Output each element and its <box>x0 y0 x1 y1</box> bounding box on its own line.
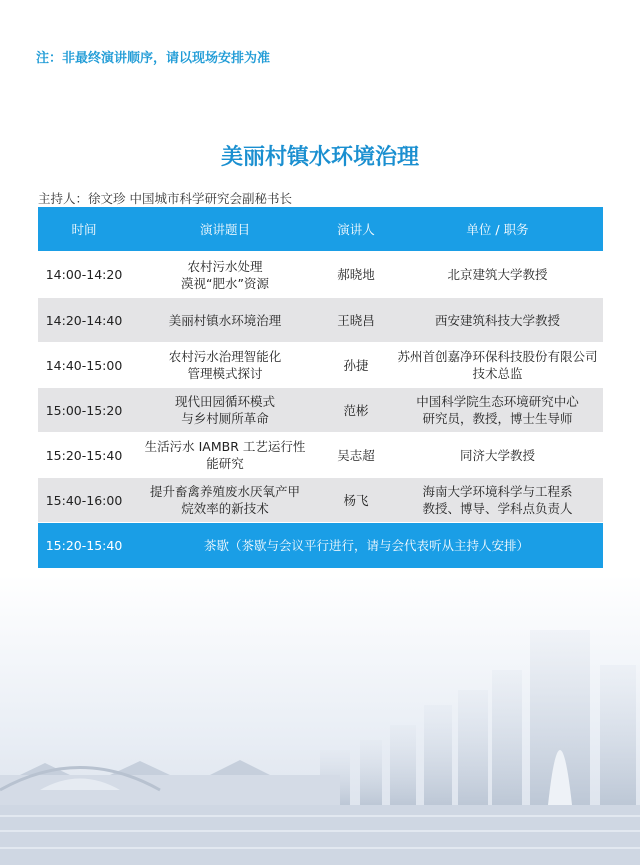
topic-line: 能研究 <box>206 456 244 471</box>
row-topic <box>130 348 320 382</box>
row-topic <box>130 438 320 472</box>
topic-line: 管理模式探讨 <box>187 366 263 381</box>
row-speaker: 范彬 <box>343 402 369 418</box>
row-speaker: 郝晓地 <box>337 267 375 282</box>
tea-break-row <box>38 523 603 569</box>
row-time: 14:40-15:00 <box>45 357 123 373</box>
row-time: 15:40-16:00 <box>45 492 123 508</box>
table-row <box>38 388 603 433</box>
org-line: 研究员，教授，博士生导师 <box>422 411 573 426</box>
city-skyline-illustration <box>0 575 640 865</box>
row-organization <box>392 393 603 427</box>
org-line: 教授、博导、学科点负责人 <box>422 501 573 516</box>
table-row <box>38 298 603 343</box>
table-row <box>38 343 603 388</box>
topic-line: 与乡村厕所革命 <box>181 411 269 426</box>
org-line: 同济大学教授 <box>459 447 535 463</box>
topic-line: 美丽村镇水环境治理 <box>168 312 282 328</box>
row-speaker: 孙捷 <box>343 357 369 373</box>
row-speaker: 王晓昌 <box>337 312 375 328</box>
row-topic <box>130 483 320 517</box>
org-line: 苏州首创嘉净环保科技股份有限公司 <box>397 349 598 364</box>
topic-line: 生活污水 IAMBR 工艺运行性 <box>144 439 306 454</box>
table-header <box>38 207 603 252</box>
org-line: 中国科学院生态环境研究中心 <box>416 394 579 409</box>
row-time: 14:20-14:40 <box>45 312 123 328</box>
table-row <box>38 478 603 523</box>
session-title: 美丽村镇水环境治理 <box>220 145 419 170</box>
org-line: 海南大学环境科学与工程系 <box>422 484 573 499</box>
row-organization <box>392 348 603 382</box>
row-topic <box>130 312 320 329</box>
header-time: 时间 <box>71 221 97 237</box>
tea-break-text: 茶歇（茶歇与会议平行进行，请与会代表听从主持人安排） <box>203 538 529 553</box>
row-organization <box>392 266 603 283</box>
org-line: 北京建筑大学教授 <box>447 267 548 282</box>
table-row <box>38 433 603 478</box>
session-host: 主持人：徐文珍 中国城市科学研究会副秘书长 <box>38 191 292 206</box>
topic-line: 农村污水治理智能化 <box>168 349 282 364</box>
row-time: 15:20-15:40 <box>45 447 123 463</box>
row-time: 14:00-14:20 <box>45 267 123 282</box>
org-line: 技术总监 <box>472 366 523 381</box>
row-speaker: 吴志超 <box>337 447 375 463</box>
tea-break-time: 15:20-15:40 <box>45 538 123 553</box>
topic-line: 漠视“肥水”资源 <box>181 275 269 291</box>
row-organization <box>392 447 603 464</box>
header-topic: 演讲题目 <box>199 221 250 237</box>
header-speaker: 演讲人 <box>337 221 375 237</box>
topic-line: 现代田园循环模式 <box>174 394 275 409</box>
topic-line: 烷效率的新技术 <box>181 501 269 516</box>
topic-line: 农村污水处理 <box>187 258 263 274</box>
row-speaker: 杨飞 <box>343 492 369 508</box>
schedule-table <box>38 207 603 569</box>
row-time: 15:00-15:20 <box>45 402 123 418</box>
table-row <box>38 252 603 298</box>
row-organization <box>392 312 603 329</box>
topic-line: 提升畜禽养殖废水厌氧产甲 <box>149 484 300 499</box>
org-line: 西安建筑科技大学教授 <box>434 312 560 328</box>
row-topic <box>130 258 320 292</box>
row-organization <box>392 483 603 517</box>
row-topic <box>130 393 320 427</box>
header-organization: 单位 / 职务 <box>466 221 529 237</box>
schedule-note: 注：非最终演讲顺序，请以现场安排为准 <box>36 51 271 66</box>
